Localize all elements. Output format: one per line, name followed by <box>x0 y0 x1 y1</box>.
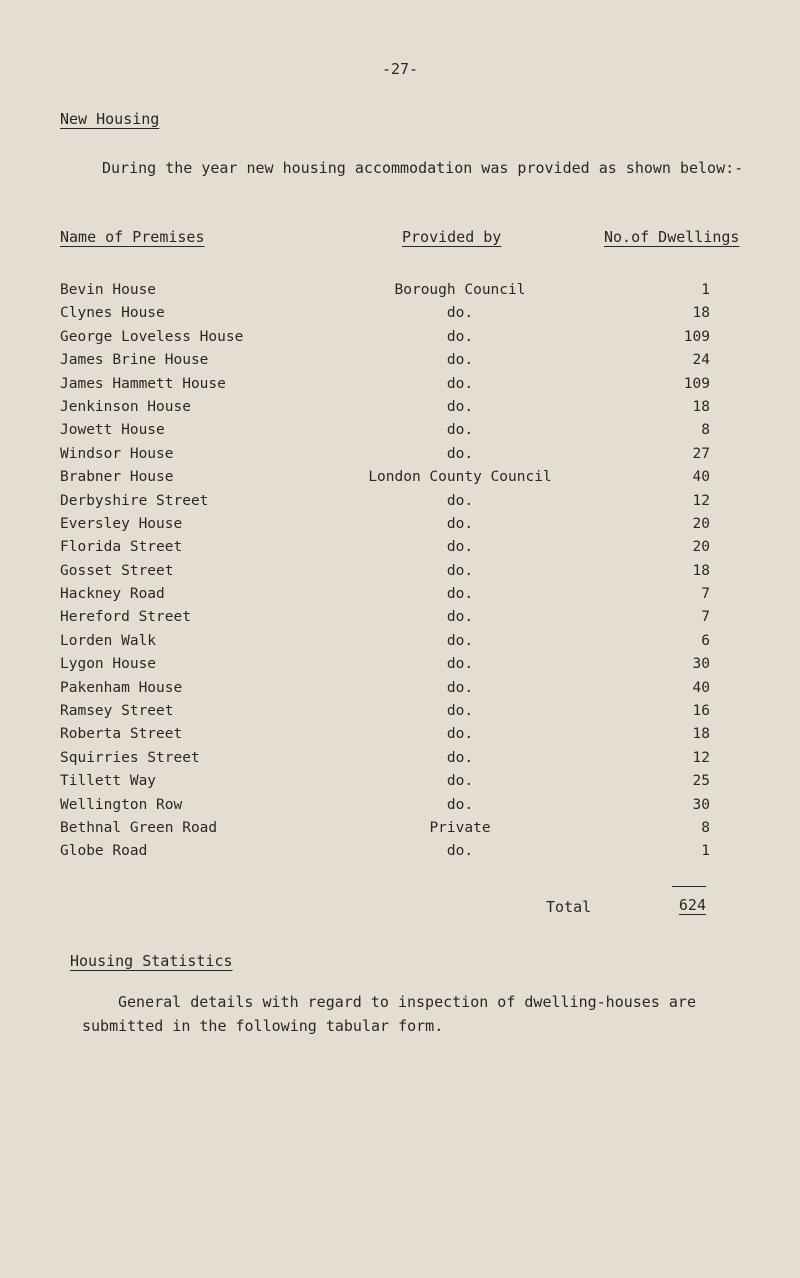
dwellings-count: 8 <box>701 819 710 836</box>
table-row <box>0 750 800 773</box>
table-row <box>0 656 800 679</box>
table-row <box>0 446 800 469</box>
provided-by: do. <box>446 843 474 860</box>
provided-by: do. <box>446 398 474 415</box>
premises-name: Lorden Walk <box>60 632 157 649</box>
dwellings-count: 6 <box>701 632 710 649</box>
provided-by: do. <box>446 609 474 626</box>
dwellings-count: 12 <box>692 749 710 766</box>
section-heading-new-housing: New Housing <box>60 110 160 128</box>
premises-name: Clynes House <box>60 305 165 322</box>
dwellings-count: 1 <box>701 282 710 298</box>
premises-name: George Loveless House <box>60 328 244 345</box>
column-header-provided-by: Provided by <box>402 228 502 246</box>
table-row <box>0 493 800 516</box>
table-row <box>0 820 800 843</box>
dwellings-count: 16 <box>692 703 710 720</box>
table-row <box>0 843 800 866</box>
dwellings-count: 30 <box>692 656 710 673</box>
total-label: Total <box>546 898 592 916</box>
table-row <box>0 376 800 399</box>
premises-name: Jowett House <box>60 422 165 439</box>
section-heading-housing-statistics: Housing Statistics <box>70 952 233 970</box>
provided-by: do. <box>446 562 474 579</box>
provided-by: do. <box>446 352 474 369</box>
provided-by: do. <box>446 422 474 439</box>
total-value: 624 <box>678 896 706 914</box>
dwellings-count: 109 <box>683 328 710 345</box>
premises-name: Wellington Row <box>60 796 183 813</box>
provided-by: Borough Council <box>394 282 526 298</box>
dwellings-count: 24 <box>692 352 710 369</box>
provided-by: do. <box>446 679 474 696</box>
premises-name: Squirries Street <box>60 749 200 766</box>
premises-name: Lygon House <box>60 656 157 673</box>
premises-name: Eversley House <box>60 515 183 532</box>
provided-by: do. <box>446 796 474 813</box>
provided-by: do. <box>446 305 474 322</box>
table-row <box>0 539 800 562</box>
table-row <box>0 352 800 375</box>
dwellings-count: 20 <box>692 539 710 556</box>
table-row <box>0 586 800 609</box>
provided-by: London County Council <box>368 469 552 486</box>
dwellings-count: 27 <box>692 445 710 462</box>
premises-name: Derbyshire Street <box>60 492 209 509</box>
table-row <box>0 633 800 656</box>
table-row <box>0 797 800 820</box>
closing-text: General details with regard to inspection of dwelling-houses are submitted in the following tabular form. <box>82 993 696 1035</box>
premises-name: Windsor House <box>60 445 174 462</box>
dwellings-count: 40 <box>692 469 710 486</box>
dwellings-count: 7 <box>701 609 710 626</box>
provided-by: do. <box>446 515 474 532</box>
dwellings-count: 20 <box>692 515 710 532</box>
premises-name: James Hammett House <box>60 375 226 392</box>
column-header-name: Name of Premises <box>60 228 205 246</box>
dwellings-count: 18 <box>692 305 710 322</box>
provided-by: do. <box>446 656 474 673</box>
intro-paragraph <box>60 156 760 181</box>
premises-name: Bethnal Green Road <box>60 819 218 836</box>
provided-by: do. <box>446 726 474 743</box>
premises-name: Roberta Street <box>60 726 183 743</box>
dwellings-count: 1 <box>701 843 710 860</box>
premises-name: Tillett Way <box>60 773 157 790</box>
dwellings-count: 8 <box>701 422 710 439</box>
dwellings-count: 18 <box>692 562 710 579</box>
premises-name: Gosset Street <box>60 562 174 579</box>
dwellings-count: 12 <box>692 492 710 509</box>
premises-name: Ramsey Street <box>60 703 174 720</box>
dwellings-count: 109 <box>683 375 710 392</box>
table-row <box>0 282 800 305</box>
table-row <box>0 703 800 726</box>
intro-text: During the year new housing accommodation was provided as shown below:- <box>102 159 744 177</box>
dwellings-count: 40 <box>692 679 710 696</box>
table-row <box>0 422 800 445</box>
dwellings-count: 18 <box>692 398 710 415</box>
premises-name: Jenkinson House <box>60 398 191 415</box>
table-row <box>0 516 800 539</box>
premises-name: Florida Street <box>60 539 183 556</box>
provided-by: do. <box>446 539 474 556</box>
table-row <box>0 399 800 422</box>
housing-table <box>0 282 800 867</box>
table-row <box>0 773 800 796</box>
table-row <box>0 305 800 328</box>
table-row <box>0 469 800 492</box>
provided-by: do. <box>446 632 474 649</box>
provided-by: do. <box>446 445 474 462</box>
page-number: -27- <box>381 60 419 78</box>
dwellings-count: 30 <box>692 796 710 813</box>
table-row <box>0 680 800 703</box>
total-rule <box>672 886 706 887</box>
dwellings-count: 18 <box>692 726 710 743</box>
column-header-dwellings: No.of Dwellings <box>604 228 740 246</box>
premises-name: Globe Road <box>60 843 148 860</box>
premises-name: Brabner House <box>60 469 174 486</box>
table-row <box>0 726 800 749</box>
provided-by: do. <box>446 703 474 720</box>
premises-name: Pakenham House <box>60 679 183 696</box>
closing-paragraph <box>82 990 762 1038</box>
provided-by: do. <box>446 773 474 790</box>
provided-by: Private <box>429 819 491 836</box>
provided-by: do. <box>446 492 474 509</box>
premises-name: James Brine House <box>60 352 209 369</box>
provided-by: do. <box>446 586 474 603</box>
premises-name: Hereford Street <box>60 609 191 626</box>
table-row <box>0 609 800 632</box>
table-row <box>0 563 800 586</box>
table-row <box>0 329 800 352</box>
provided-by: do. <box>446 749 474 766</box>
premises-name: Bevin House <box>60 282 157 298</box>
dwellings-count: 7 <box>701 586 710 603</box>
dwellings-count: 25 <box>692 773 710 790</box>
premises-name: Hackney Road <box>60 586 165 603</box>
provided-by: do. <box>446 375 474 392</box>
provided-by: do. <box>446 328 474 345</box>
